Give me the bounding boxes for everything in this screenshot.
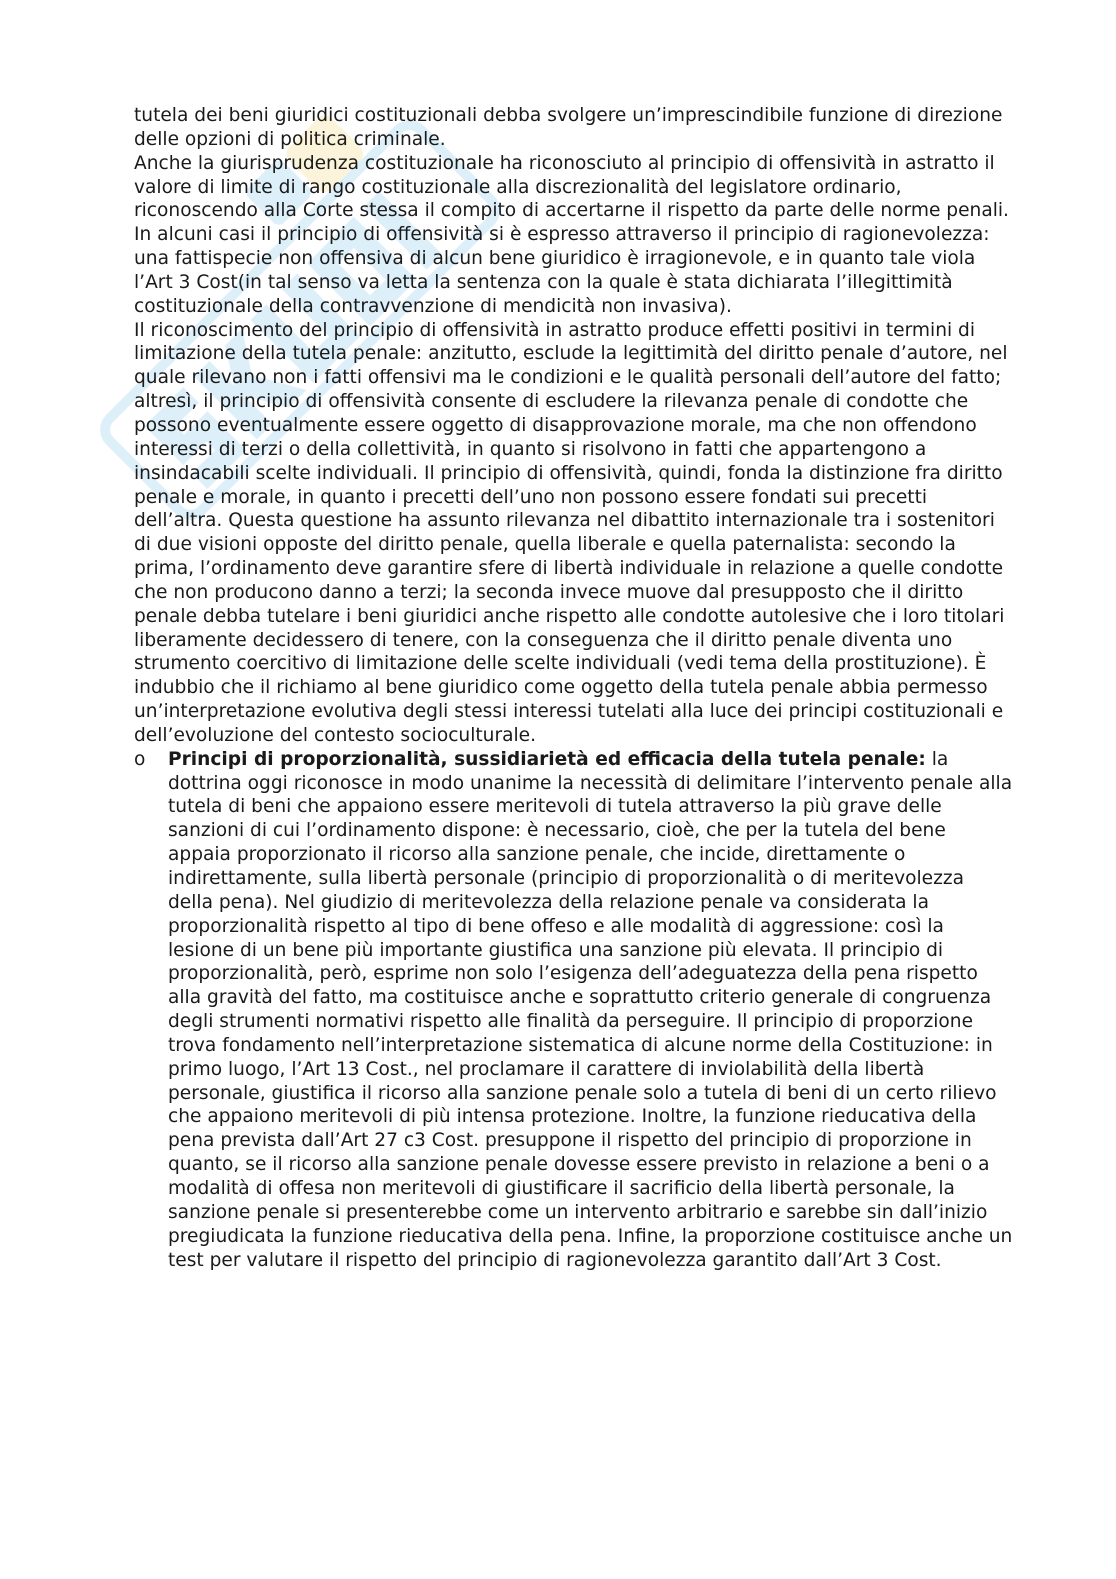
bullet-title: Principi di proporzionalità, sussidiarietà ed efficacia della tutela penale: bbox=[168, 748, 926, 770]
bullet-text: la dottrina oggi riconosce in modo unanime la necessità di delimitare l’intervento penale alla tutela di beni che appaiono essere meritevoli di tutela attraverso la più grave delle sanzioni di cui l’ordinamento dispone: è necessario, cioè, che per la tutela del bene appaia proporzionato il ricorso alla sanzione penale, che incide, direttamente o indirettamente, sulla libertà personale (principio di proporzionalità o di meritevolezza della pena). Nel giudizio di meritevolezza della relazione penale va considerata la proporzionalità rispetto al tipo di bene offeso e alle modalità di aggressione: così la lesione di un bene più importante giustifica una sanzione più elevata. Il principio di proporzionalità, però, esprime non solo l’esigenza dell’adeguatezza della pena rispetto alla gravità del fatto, ma costituisce anche e soprattutto criterio generale di congruenza degli strumenti normativi rispetto alle finalità da perseguire. Il principio di proporzione trova fondamento nell’interpretazione sistematica di alcune norme della Costituzione: in primo luogo, l’Art 13 Cost., nel proclamare il carattere di inviolabilità della libertà personale, giustifica il ricorso alla sanzione penale solo a tutela di beni di un certo rilievo che appaiono meritevoli di più intensa protezione. Inoltre, la funzione rieducativa della pena prevista dall’Art 27 c3 Cost. presuppone il rispetto del principio di proporzione in quanto, se il ricorso alla sanzione penale dovesse essere previsto in relazione a beni o a modalità di offesa non meritevoli di giustificare il sacrificio della libertà personale, la sanzione penale si presenterebbe come un intervento arbitrario e sarebbe sin dall’inizio pregiudicata la funzione rieducativa della pena. Infine, la proporzione costituisce anche un test per valutare il rispetto del principio di ragionevolezza garantito dall’Art 3 Cost. bbox=[168, 748, 1013, 1271]
paragraph-2: Anche la giurisprudenza costituzionale ha riconosciuto al principio di offensività in astratto il valore di limite di rango costituzionale alla discrezionalità del legislatore ordinario, riconoscendo alla Corte stessa il compito di accertarne il rispetto da parte delle norme penali. In alcuni casi il principio di offensività si è espresso attraverso il principio di ragionevolezza: una fattispecie non offensiva di alcun bene giuridico è irragionevole, e in quanto tale viola l’Art 3 Cost(in tal senso va letta la sentenza con la quale è stata dichiarata l’illegittimità costituzionale della contravvenzione di mendicità non invasiva). bbox=[134, 152, 1009, 317]
document-body bbox=[134, 104, 1014, 1272]
bullet-item bbox=[134, 748, 1014, 1273]
paragraph-3: Il riconoscimento del principio di offensività in astratto produce effetti positivi in termini di limitazione della tutela penale: anzitutto, esclude la legittimità del diritto penale d’autore, nel quale rilevano non i fatti offensivi ma le condizioni e le qualità personali dell’autore del fatto; altresì, il principio di offensività consente di escludere la rilevanza penale di condotte che possono eventualmente essere oggetto di disapprovazione morale, ma che non offendono interessi di terzi o della collettività, in quanto si risolvono in fatti che appartengono a insindacabili scelte individuali. Il principio di offensività, quindi, fonda la distinzione fra diritto penale e morale, in quanto i precetti dell’uno non possono essere fondati sui precetti dell’altra. Questa questione ha assunto rilevanza nel dibattito internazionale tra i sostenitori di due visioni opposte del diritto penale, quella liberale e quella paternalista: secondo la prima, l’ordinamento deve garantire sfere di libertà individuale in relazione a quelle condotte che non producono danno a terzi; la seconda invece muove dal presupposto che il diritto penale debba tutelare i beni giuridici anche rispetto alle condotte autolesive che i loro titolari liberamente decidessero di tenere, con la conseguenza che il diritto penale diventa uno strumento coercitivo di limitazione delle scelte individuali (vedi tema della prostituzione). È indubbio che il richiamo al bene giuridico come oggetto della tutela penale abbia permesso un’interpretazione evolutiva degli stessi interessi tutelati alla luce dei principi costituzionali e dell’evoluzione del contesto socioculturale. bbox=[134, 319, 1008, 746]
paragraph-1: tutela dei beni giuridici costituzionali debba svolgere un’imprescindibile funzione di direzione delle opzioni di politica criminale. bbox=[134, 105, 1003, 150]
bullet-marker: o bbox=[134, 748, 146, 770]
